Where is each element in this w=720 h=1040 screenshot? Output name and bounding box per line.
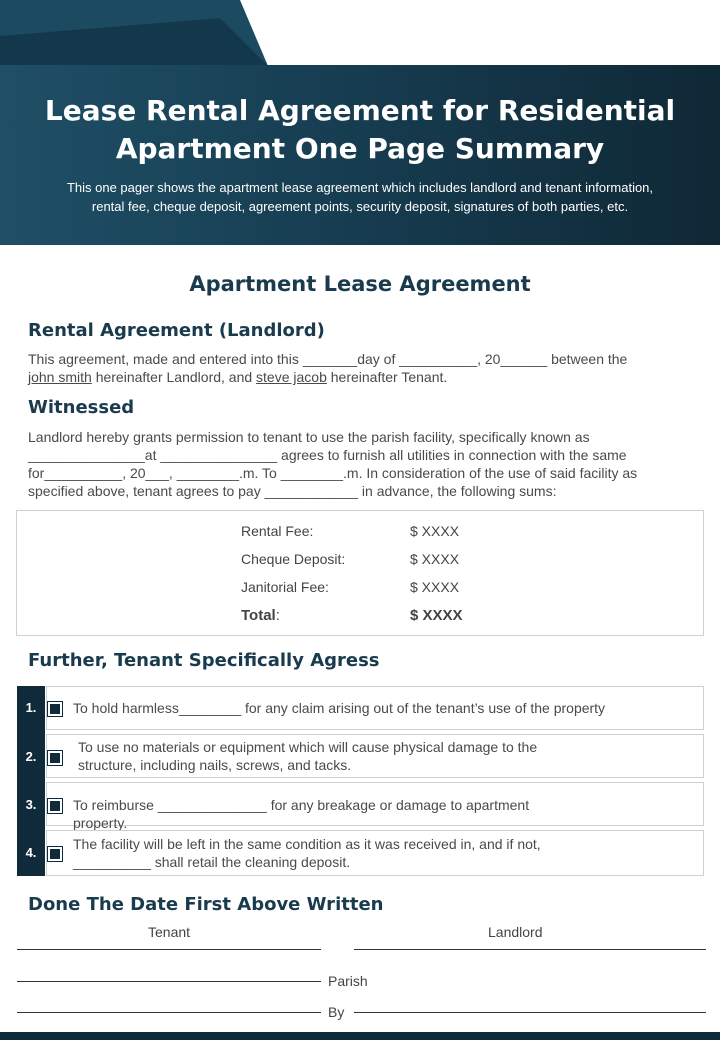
further-section-heading: Further, Tenant Specifically Agress bbox=[28, 650, 380, 671]
parish-label: Parish bbox=[328, 973, 368, 989]
item-number-3: 3. bbox=[25, 797, 37, 812]
item-number-4: 4. bbox=[25, 845, 37, 860]
landlord-section-heading: Rental Agreement (Landlord) bbox=[28, 320, 325, 341]
rental-fee-value: $ XXXX bbox=[410, 523, 460, 539]
total-label: Total: bbox=[241, 607, 280, 624]
landlord-signature-label: Landlord bbox=[488, 924, 543, 940]
landlord-signature-line bbox=[354, 949, 706, 950]
rental-fee-label: Rental Fee: bbox=[241, 523, 314, 539]
total-value: $ XXXX bbox=[410, 607, 463, 624]
cheque-deposit-value: $ XXXX bbox=[410, 551, 460, 567]
janitorial-fee-label: Janitorial Fee: bbox=[241, 579, 329, 595]
landlord-name: john smith bbox=[28, 369, 92, 385]
by-label: By bbox=[328, 1004, 345, 1020]
checkbox-icon bbox=[48, 751, 62, 765]
witnessed-text: Landlord hereby grants permission to tenant to use the parish facility, specifically known as _______________at _______________ agrees to furnish all utilities in connection with the same for__________, 20___, ________.m. To ________.m. In consideration of the use of said facility as specified above, tenant agrees to pay ____________ in advance, the following sums: bbox=[28, 429, 638, 499]
cheque-deposit-label: Cheque Deposit: bbox=[241, 551, 346, 567]
page-title: Lease Rental Agreement for Residential Apartment One Page Summary bbox=[44, 94, 676, 165]
item-text-4: The facility will be left in the same condition as it was received in, and if not, __________ shall retail the cleaning deposit. bbox=[73, 836, 541, 870]
by-signature-line-right bbox=[354, 1012, 706, 1013]
fees-table bbox=[16, 510, 704, 636]
checkbox-icon bbox=[48, 702, 62, 716]
footer-bar bbox=[0, 1032, 720, 1040]
item-text-2: To use no materials or equipment which will cause physical damage to the structure, including nails, screws, and tacks. bbox=[78, 739, 538, 773]
tenant-signature-label: Tenant bbox=[148, 924, 191, 940]
tenant-signature-line bbox=[17, 949, 321, 950]
item-number-1: 1. bbox=[25, 700, 37, 715]
item-text-1: To hold harmless________ for any claim arising out of the tenant’s use of the property bbox=[73, 700, 606, 716]
tenant-name: steve jacob bbox=[256, 369, 327, 385]
checkbox-icon bbox=[48, 799, 62, 813]
checkbox-icon bbox=[48, 847, 62, 861]
parish-signature-line bbox=[17, 981, 321, 982]
signature-section-heading: Done The Date First Above Written bbox=[28, 894, 384, 915]
janitorial-fee-value: $ XXXX bbox=[410, 579, 460, 595]
landlord-agreement-text: This agreement, made and entered into this _______day of __________, 20______ between the john smith hereinafter Landlord, and steve jacob hereinafter Tenant. bbox=[28, 351, 628, 385]
page-subtitle: This one pager shows the apartment lease agreement which includes landlord and tenant information, rental fee, cheque deposit, agreement points, security deposit, signatures of both parties, etc. bbox=[66, 180, 654, 214]
document-title: Apartment Lease Agreement bbox=[189, 272, 531, 296]
by-signature-line-left bbox=[17, 1012, 321, 1013]
witnessed-heading: Witnessed bbox=[28, 397, 135, 418]
item-text-3: To reimburse ______________ for any breakage or damage to apartment property. bbox=[73, 797, 530, 831]
item-number-2: 2. bbox=[25, 749, 37, 764]
